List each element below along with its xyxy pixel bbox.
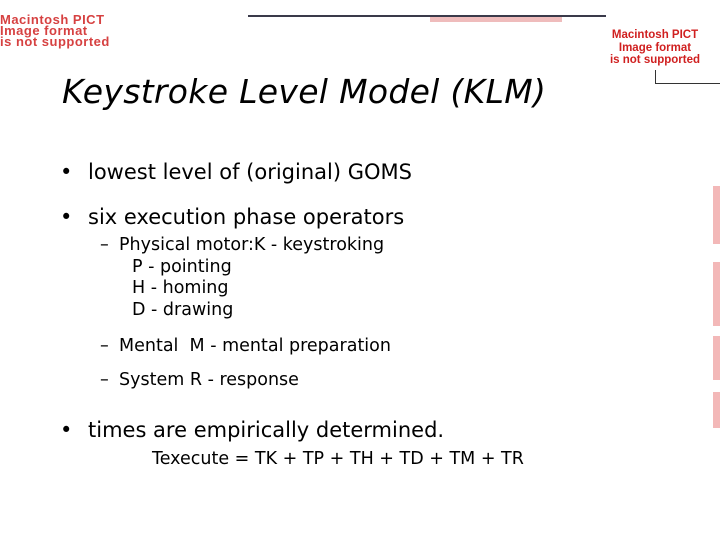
pict-placeholder-line: is not supported (0, 34, 110, 49)
edge-placeholder-fragment (713, 336, 720, 380)
placeholder-frame-edge (655, 70, 656, 84)
pict-placeholder-line: Macintosh PICT (0, 12, 105, 27)
operator-text: H - homing (132, 278, 229, 298)
sub-item-label: System (119, 370, 185, 390)
edge-placeholder-fragment (713, 186, 720, 244)
pict-placeholder-line: is not supported (609, 54, 701, 66)
bullet-dot-icon: • (60, 418, 73, 442)
sub-item (100, 235, 384, 257)
top-placeholder-fragment (430, 17, 562, 22)
sub-item-label: Mental (119, 336, 179, 356)
dash-icon: – (100, 370, 109, 390)
bullet-item (60, 205, 404, 229)
formula-text: Texecute = TK + TP + TH + TD + TM + TR (152, 449, 524, 469)
edge-placeholder-fragment (713, 262, 720, 326)
bullet-text: times are empirically determined. (88, 418, 445, 442)
operator-text: P - pointing (132, 256, 232, 277)
bullet-item (60, 418, 444, 442)
bullet-dot-icon: • (60, 160, 73, 184)
pict-placeholder-top-right (590, 29, 720, 67)
operator-text: K - keystroking (253, 235, 385, 255)
sub-list-physical (100, 235, 384, 321)
sub-item-label: Physical motor: (119, 235, 254, 255)
slide-title: Keystroke Level Model (KLM) (62, 72, 547, 111)
operator-text: R - response (189, 370, 299, 390)
dash-icon: – (100, 336, 109, 356)
pict-placeholder-line: Image format (618, 41, 692, 54)
operator-text: M - mental preparation (189, 336, 391, 356)
pict-placeholder-line: Macintosh PICT (611, 29, 699, 41)
bullet-text: six execution phase operators (88, 205, 405, 229)
sub-item-system (100, 370, 299, 392)
operator-text: D - drawing (132, 299, 234, 320)
dash-icon: – (100, 235, 109, 255)
pict-placeholder-line: Image format (0, 23, 88, 38)
pict-placeholder-top-left (0, 12, 250, 49)
edge-placeholder-fragment (713, 392, 720, 428)
bullet-text: lowest level of (original) GOMS (88, 160, 412, 184)
placeholder-frame-edge (655, 83, 720, 84)
bullet-dot-icon: • (60, 205, 73, 229)
sub-item-mental (100, 336, 391, 358)
bullet-item (60, 160, 412, 184)
